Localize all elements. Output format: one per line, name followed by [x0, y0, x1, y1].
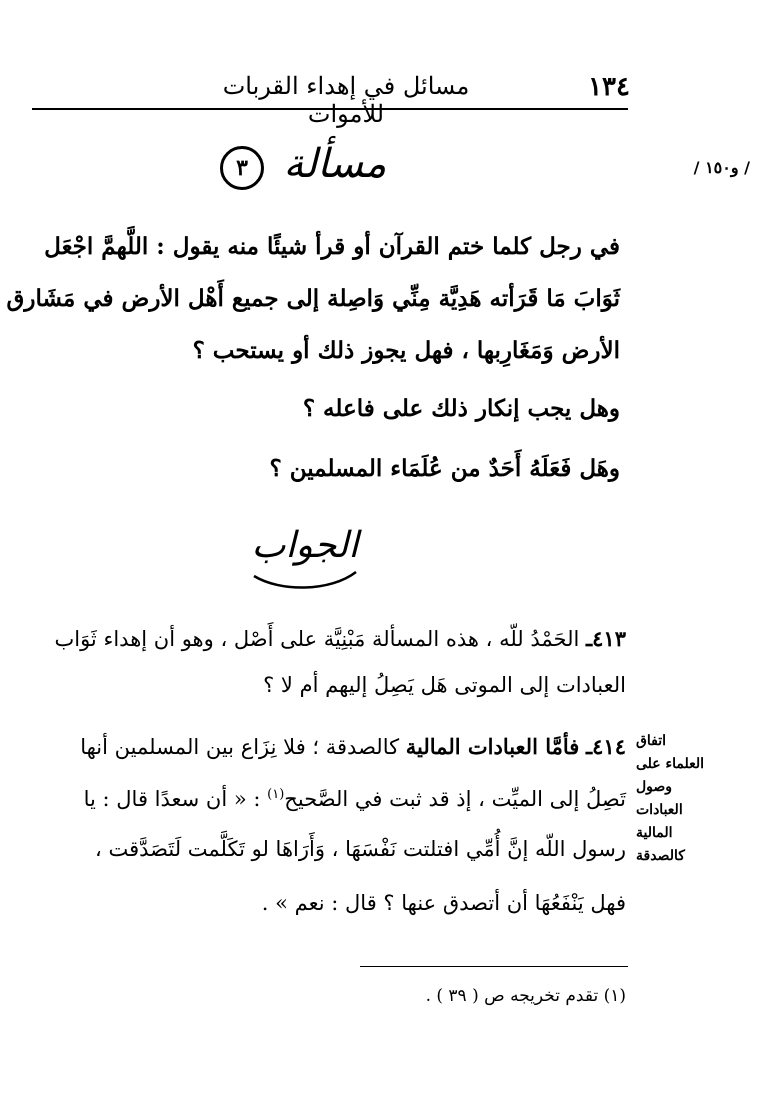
answer-413-text-1: الحَمْدُ للّه ، هذه المسألة مَبْنِيَّة على أَصْل ، وهو أن إهداء ثَوَاب: [54, 627, 580, 651]
answer-414-text-2b: : « أن سعدًا قال : يا: [83, 787, 261, 811]
manuscript-folio-ref: / و١٥٠ /: [693, 158, 750, 177]
question-title: مسألة: [283, 141, 387, 187]
answer-414-line-2: [30, 772, 626, 822]
answer-title: الجواب: [251, 525, 359, 566]
question-heading: [210, 138, 400, 190]
question-line-1: في رجل كلما ختم القرآن أو قرأ شيئًا منه يقول : اللَّهمَّ اجْعَل: [44, 233, 620, 260]
margin-note-line: اتفاق: [636, 733, 666, 749]
footnote-1: (١) تقدم تخريجه ص ( ٣٩ ) .: [425, 986, 626, 1006]
answer-414-line-3: رسول اللّه إنَّ أُمِّي افتلتت نَفْسَهَا ، وَأَرَاهَا لو تَكَلَّمت لَتَصَدَّقت ،: [95, 837, 626, 861]
paragraph-number-413: ٤١٣ـ: [586, 626, 626, 651]
paragraph-number-414: ٤١٤ـ: [586, 734, 626, 759]
answer-heading: [250, 520, 360, 592]
margin-note-line: العلماء على: [636, 756, 705, 772]
header-rule: [32, 108, 628, 110]
margin-note-line: العبادات: [636, 802, 683, 818]
margin-note-line: وصول: [636, 779, 673, 795]
question-line-4: وهل يجب إنكار ذلك على فاعله ؟: [302, 395, 620, 422]
margin-note: [636, 730, 748, 868]
running-title: مسائل في إهداء القربات للأموات: [222, 72, 470, 128]
answer-414-line-4: فهل يَنْفَعُهَا أن أتصدق عنها ؟ قال : نعم » .: [261, 891, 626, 915]
question-line-5: وهَل فَعَلَهُ أَحَدٌ من عُلَمَاء المسلمين ؟: [269, 455, 620, 482]
footnote-rule: [360, 966, 628, 967]
question-number-badge: ٣: [220, 146, 264, 190]
answer-414-line-1: [30, 724, 626, 770]
margin-note-line: كالصدقة: [636, 848, 685, 864]
answer-414-lead: فأمَّا العبادات المالية: [405, 734, 580, 759]
footnote-marker-1[interactable]: (١): [267, 787, 285, 802]
answer-413-line-1: [30, 616, 626, 662]
calligraphic-swash-icon: [250, 566, 360, 592]
answer-414-text-1: كالصدقة ؛ فلا نِزَاع بين المسلمين أنها: [80, 735, 400, 759]
answer-414-text-2a: تَصِلُ إلى الميِّت ، إذ قد ثبت في الصَّحيح: [284, 787, 626, 811]
question-line-2: ثَوَابَ مَا قَرَأته هَدِيَّة مِنِّي وَاصِلة إلى جميع أَهْل الأرض في مَشَارق: [6, 285, 620, 312]
question-line-3: الأرض وَمَغَارِبها ، فهل يجوز ذلك أو يستحب ؟: [192, 337, 620, 364]
page-number: ١٣٤: [588, 72, 630, 102]
answer-413-line-2: العبادات إلى الموتى هَل يَصِلُ إليهم أم لا ؟: [263, 673, 626, 697]
margin-note-line: المالية: [636, 825, 673, 841]
